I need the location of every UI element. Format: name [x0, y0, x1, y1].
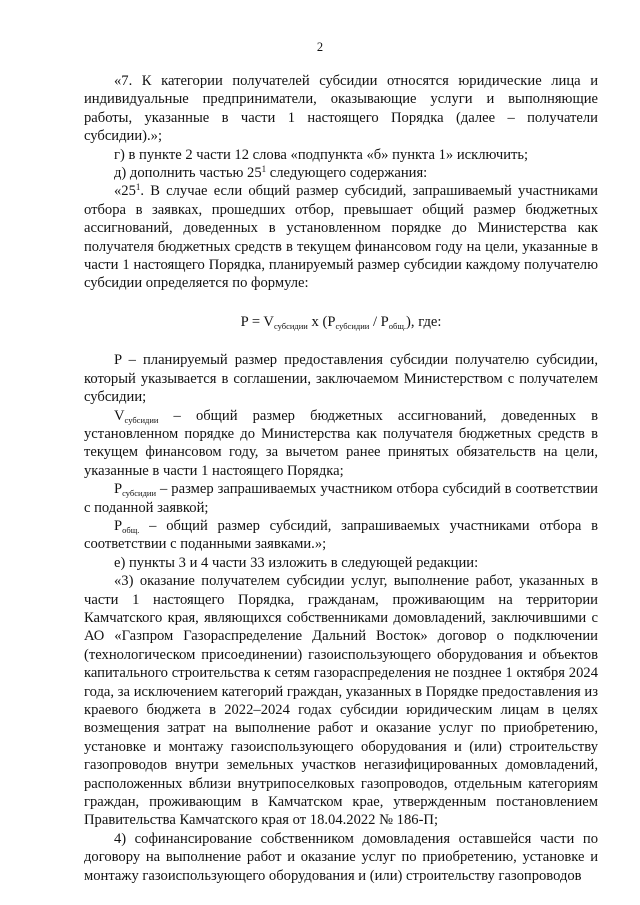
text-fragment: . В случае если общий размер субсидий, запрашиваемый участниками отбора в заявках, прошедших отбор, превышает общий размер бюджетных ассигнований, доведенных в установленном порядке до Министерства как получателя бюджетных средств в текущем финансовом году на цели, указанные в части 1 настоящего Порядка, планируемый размер субсидии каждому получателю субсидии определяется по формуле: [84, 183, 598, 292]
formula-part: P = V [240, 313, 274, 330]
paragraph-item-3: «3) оказание получателем субсидии услуг, выполнение работ, указанных в части 1 настоящего Порядка, гражданам, проживающим на территории Камчатского края, являющихся собственниками домовладений, заключившими с АО «Газпром Газораспределение Дальний Восток» договор о подключении (технологическом присоединении) газоиспользующего оборудования и объектов капитального строительства к сетям газораспределения не позднее 1 октября 2024 года, за исключением категорий граждан, указанных в Порядке предоставления из краевого бюджета в 2022–2024 годах субсидии юридическим лицам в целях возмещения затрат на выполнение работ и оказание услуг по приобретению, установке и монтажу газоиспользующего оборудования и (или) строительству газопроводов внутри земельных участков негазифицированных домовладений, расположенных вблизи внутрипоселковых газопроводов, отдельным категориям граждан, проживающим в Камчатском крае, утвержденным постановлением Правительства Камчатского края от 18.04.2022 № 186-П; [84, 573, 598, 829]
paragraph-item-4: 4) софинансирование собственником домовладения оставшейся части по договору на выполнение работ и оказание услуг по приобретению, установке и монтажу газоиспользующего оборудования и (или) строительству газопроводов [84, 830, 598, 884]
symbol: P [114, 481, 123, 498]
symbol: P [114, 517, 123, 534]
definition-text: – общий размер бюджетных ассигнований, доведенных в установленном порядке до Министерства как получателя бюджетных средств в текущем финансовом году, за вычетом ранее принятых обязательств на цели, указанные в части 1 настоящего Порядка; [84, 407, 598, 479]
definition-p-total [84, 517, 598, 554]
symbol-subscript: субсидии [124, 414, 159, 425]
document-body [84, 72, 598, 885]
formula-part: / P [369, 313, 389, 330]
formula-subscript: общ. [388, 320, 407, 331]
text-fragment: «25 [114, 183, 136, 200]
text-fragment: следующего содержания: [266, 165, 428, 182]
paragraph-part-25-1 [84, 182, 598, 292]
paragraph-item-7: «7. К категории получателей субсидии относятся юридические лица и индивидуальные предприниматели, оказывающие услуги и выполняющие работы, указанные в части 1 настоящего Порядка (далее – получатели субсидии).»; [84, 73, 598, 145]
paragraph-amendment-g: г) в пункте 2 части 12 слова «подпункта «б» пункта 1» исключить; [114, 146, 529, 163]
formula-subscript: субсидии [335, 320, 370, 331]
superscript: 1 [135, 182, 141, 193]
paragraph-amendment-e: е) пункты 3 и 4 части 33 изложить в следующей редакции: [114, 554, 479, 571]
definition-text: – размер запрашиваемых участником отбора субсидий в соответствии с поданной заявкой; [84, 481, 598, 516]
symbol: V [114, 407, 125, 424]
page-number: 2 [316, 40, 324, 54]
formula-part: ), где: [406, 313, 442, 330]
definition-v-subsidy [84, 407, 598, 481]
subsidy-formula [84, 313, 598, 331]
formula-subscript: субсидии [273, 320, 308, 331]
symbol-subscript: субсидии [122, 488, 156, 499]
formula-part: x (P [307, 313, 336, 330]
paragraph-amendment-d [84, 164, 598, 182]
text-fragment: д) дополнить частью 25 [114, 165, 262, 182]
definition-p-subsidy [84, 480, 598, 517]
definition-p: P – планируемый размер предоставления субсидии получателю субсидии, который указывается в соглашении, заключаемом Министерством с получателем субсидии; [84, 352, 598, 406]
superscript: 1 [261, 164, 267, 175]
definition-text: – общий размер субсидий, запрашиваемых участниками отбора в соответствии с поданными заявками.»; [84, 517, 598, 553]
symbol-subscript: общ. [122, 524, 140, 535]
